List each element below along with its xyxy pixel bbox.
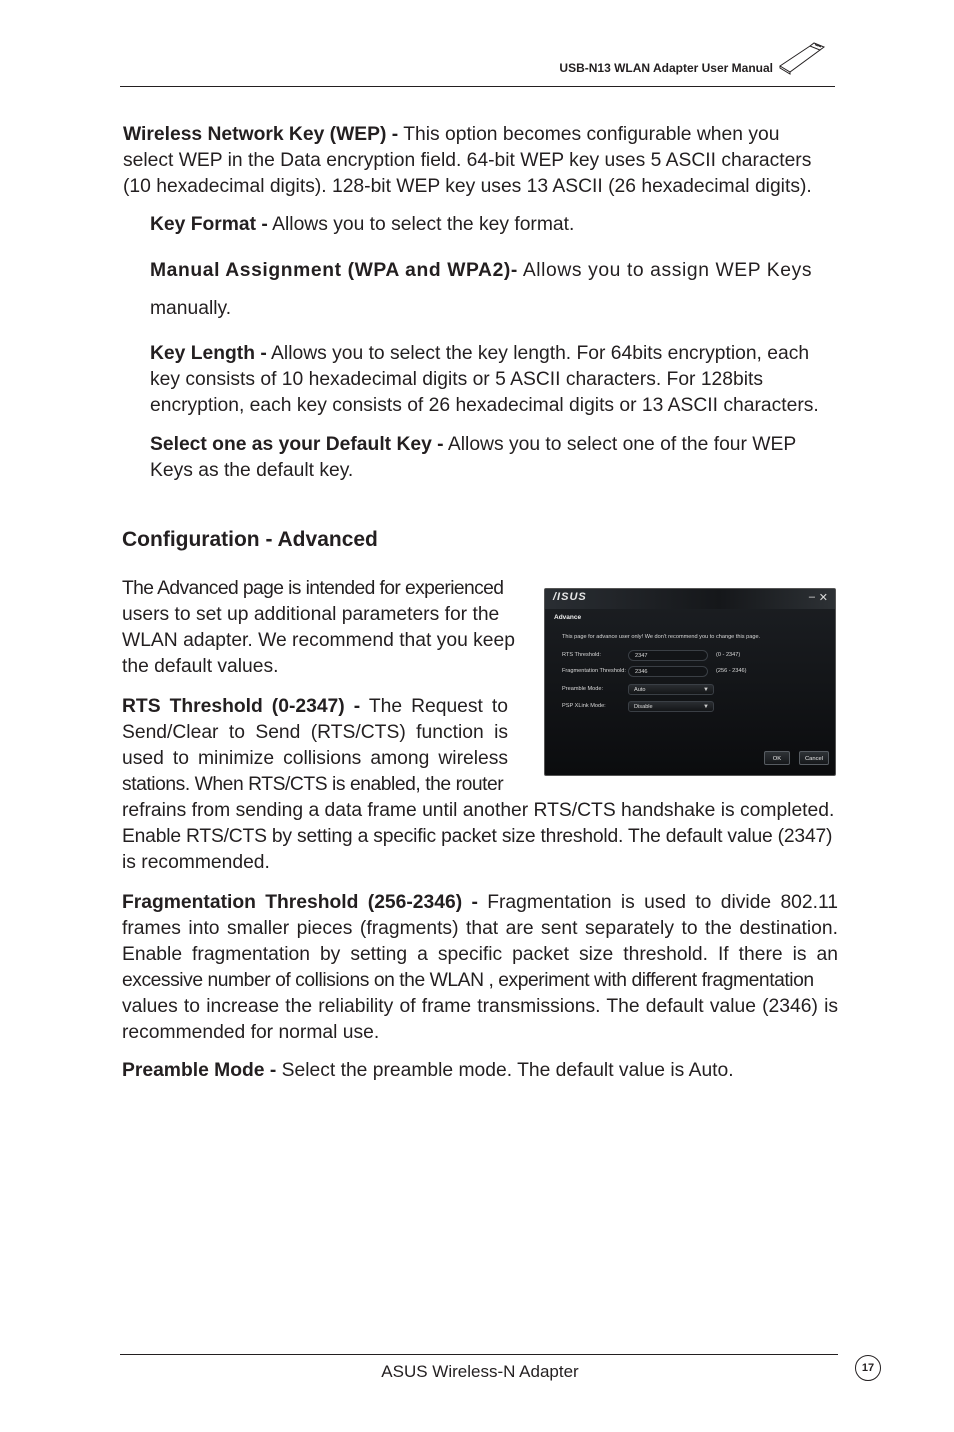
psp-xlink-mode-row xyxy=(562,701,832,713)
rts-threshold-range: (0 - 2347) xyxy=(716,652,741,658)
footer-title: ASUS Wireless-N Adapter xyxy=(381,1362,579,1381)
preamble-mode-select[interactable]: Auto ▼ xyxy=(628,684,714,695)
preamble-mode-paragraph: Preamble Mode - Select the preamble mode. The default value is Auto. xyxy=(122,1060,734,1081)
dialog-title-bar xyxy=(545,589,835,609)
psp-xlink-mode-select[interactable]: Disable ▼ xyxy=(628,701,714,712)
advanced-intro-paragraph: The Advanced page is intended for experienced users to set up additional parameters for the WLAN adapter. We recommend that you keep the default values. xyxy=(122,578,515,677)
page-number: 17 xyxy=(855,1355,881,1381)
asus-logo: /ISUS xyxy=(553,591,587,603)
header-rule xyxy=(120,86,835,87)
chevron-down-icon: ▼ xyxy=(703,687,709,693)
section-heading: Configuration - Advanced xyxy=(122,528,378,551)
fragmentation-threshold-row xyxy=(562,666,832,678)
dialog-warning-text: This page for advance user only! We don't recommend you to change this page. xyxy=(562,634,761,640)
dialog-section-title: Advance xyxy=(554,614,582,621)
rts-threshold-continued: refrains from sending a data frame until another RTS/CTS handshake is completed. Enable RTS/CTS by setting a specific packet size threshold. The default value (2347) is recommended. xyxy=(122,800,835,873)
usb-adapter-icon xyxy=(776,40,826,76)
chevron-down-icon: ▼ xyxy=(703,704,709,710)
default-key-paragraph: Select one as your Default Key - Allows you to select one of the four WEP Keys as the default key. xyxy=(150,434,797,481)
minimize-icon[interactable]: – xyxy=(808,591,815,603)
wep-key-paragraph: Wireless Network Key (WEP) - This option becomes configurable when you select WEP in the Data encryption field. 64-bit WEP key uses 5 ASCII characters (10 hexadecimal digits). 128-bit WEP key uses 13 ASCII (26 hexadecimal digits). xyxy=(123,124,812,197)
rts-threshold-paragraph: RTS Threshold (0-2347) - The Request to Send/Clear to Send (RTS/CTS) function is used to minimize collisions among wireless stations. When RTS/CTS is enabled, the router xyxy=(122,696,508,795)
manual-assignment-paragraph: Manual Assignment (WPA and WPA2)- Allows you to assign WEP Keys manually. xyxy=(150,260,813,319)
rts-threshold-row xyxy=(562,650,832,662)
fragmentation-threshold-range: (256 - 2346) xyxy=(716,668,747,674)
ok-button[interactable]: OK xyxy=(764,751,790,765)
rts-threshold-input[interactable]: 2347 xyxy=(628,650,708,661)
psp-xlink-mode-label: PSP XLink Mode: xyxy=(562,703,606,709)
cancel-button[interactable]: Cancel xyxy=(799,751,829,765)
rts-threshold-label: RTS Threshold: xyxy=(562,652,601,658)
fragmentation-threshold-input[interactable]: 2346 xyxy=(628,666,708,677)
fragmentation-threshold-label: Fragmentation Threshold: xyxy=(562,668,626,674)
preamble-mode-row xyxy=(562,684,832,696)
preamble-mode-label: Preamble Mode: xyxy=(562,686,604,692)
key-format-paragraph: Key Format - Allows you to select the key format. xyxy=(150,214,575,235)
fragmentation-threshold-paragraph: Fragmentation Threshold (256-2346) - Fragmentation is used to divide 802.11 frames into smaller pieces (fragments) that are sent separately to the destination. Enable fragmentation by setting a specific packet size threshold. If there is an excessive number of collisions on the WLAN , experiment with different fragmentation values to increase the reliability of frame transmissions. The default value (2346) is recommended for normal use. xyxy=(122,892,839,1043)
advance-dialog-screenshot xyxy=(544,588,836,776)
close-icon[interactable]: ✕ xyxy=(818,592,828,604)
manual-title: USB-N13 WLAN Adapter User Manual xyxy=(559,61,773,75)
footer-rule xyxy=(120,1354,838,1355)
key-length-paragraph: Key Length - Allows you to select the key length. For 64bits encryption, each key consists of 10 hexadecimal digits or 5 ASCII characters. For 128bits encryption, each key consists of 26 hexadecimal digits or 13 ASCII characters. xyxy=(150,343,819,416)
